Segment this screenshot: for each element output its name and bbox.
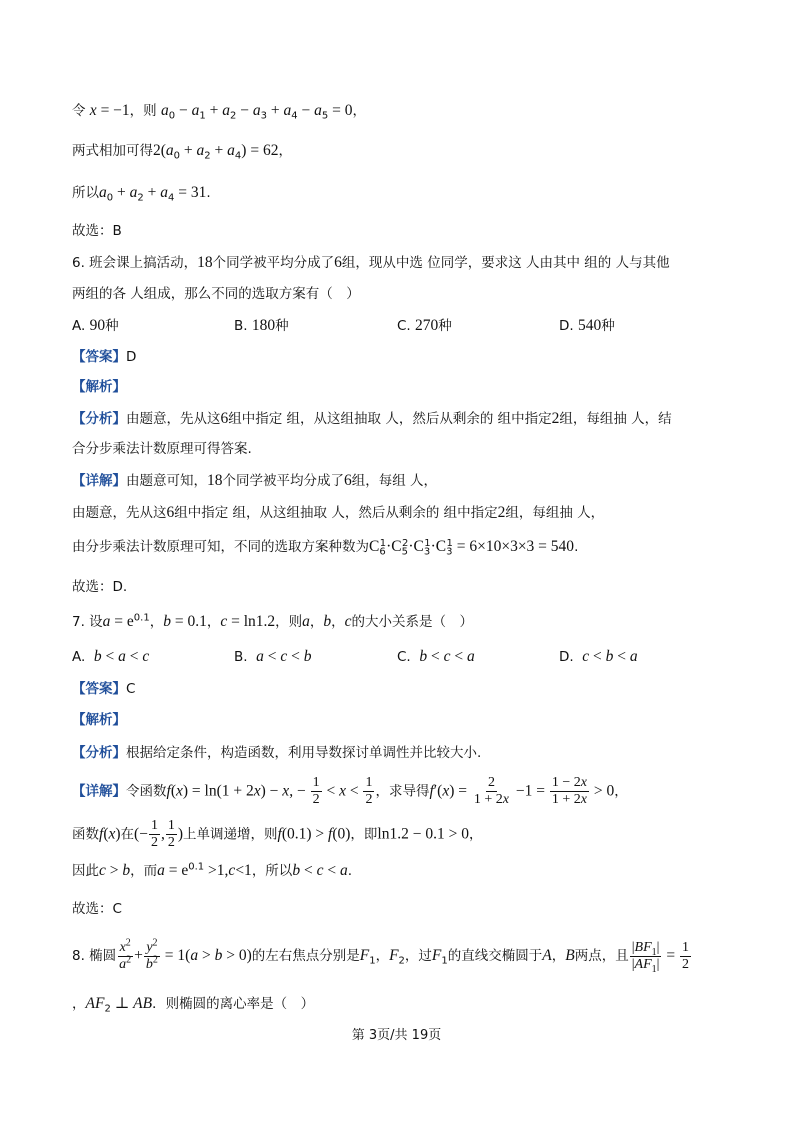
option-b: B. 180种 — [234, 317, 289, 334]
option-a: A. 90种 — [72, 317, 119, 334]
analysis-line: 【分析】根据给定条件，构造函数，利用导数探讨单调性并比较大小. — [72, 745, 482, 761]
text-line: 令 x = −1，则 $a_0 - a_1 + a_2 - a_3 + a_4 - a_5 = 0$， — [72, 102, 366, 122]
math-expression: x — [89, 102, 97, 119]
question-8-stem-cont: ，$AF_2$ ⊥ AB．则椭圆的离心率是（ ） — [72, 995, 315, 1015]
question-8-stem: 8. 椭圆 $\frac{x^2}{a^2}$ + $\frac{y^2}{b^2}$ = 1(a > b > 0)的左右焦点分别是$F_1$，$F_2$，过$F_1$的直线交椭圆于A，B两点，且 $\frac{|BF_1|}{|AF_1|}$ = $\frac{1}{2}$ — [72, 936, 689, 975]
text-span: 个同学被平均分成了 — [212, 255, 335, 271]
text-line: 两式相加可得$2(a_0 + a_2 + a_4) = 62$， — [72, 142, 292, 162]
detail-line: 【详解】令函数f(x) = ln(1 + 2x) − x, − $\frac{1}{2}$ < x < $\frac{1}{2}$ ，求导得f′(x) = $\frac{2}{1 + 2x}$ −1 = $\frac{1 - 2x}{1 + 2x}$ > 0， — [72, 775, 628, 807]
detail-line: 【详解】由题意可知，18个同学被平均分成了6组，每组 人， — [72, 472, 438, 489]
detail-line: 因此c > b，而$a = e^{0.1} >1,c<1$，所以b < c < a. — [72, 861, 352, 879]
answer-choice-line: 故选：B — [72, 223, 122, 239]
answer-choice-line: 故选：C — [72, 901, 122, 917]
text-span: 组，现从中选 位同学，要求这 人由其中 组的 人与其他 — [341, 255, 670, 271]
option-d: D. c < b < a — [559, 648, 638, 665]
option-d: D. 540种 — [559, 317, 615, 334]
analysis-heading: 【解析】 — [72, 712, 126, 728]
analysis-line: 合分步乘法计数原理可得答案. — [72, 441, 252, 457]
text-span: 所以 — [72, 185, 99, 201]
text-span: 两式相加可得 — [72, 143, 153, 159]
option-c: C. b < c < a — [397, 648, 475, 665]
option-c: C. 270种 — [397, 317, 452, 334]
question-7-stem: 7. 设$a = e^{0.1}$，b = 0.1，c = ln1.2，则a，b，c的大小关系是（ ） — [72, 612, 474, 630]
text-span: 令 — [72, 103, 86, 119]
answer-line: 【答案】D — [72, 349, 137, 365]
text-span: 6. 班会课上搞活动， — [72, 255, 198, 271]
answer-line: 【答案】C — [72, 681, 136, 697]
detail-line: 由分步乘法计数原理可知，不同的选取方案种数为$C_6^1\cdot C_5^2\cdot C_3^1\cdot C_3^1 = 6\times 10\times 3\times 3 = 540$. — [72, 537, 579, 558]
detail-line: 由题意，先从这6组中指定 组，从这组抽取 人，然后从剩余的 组中指定2组，每组抽 人， — [72, 504, 605, 521]
question-6-stem-cont: 两组的各 人组成，那么不同的选取方案有（ ） — [72, 286, 360, 302]
question-6-stem: 6. 班会课上搞活动，18个同学被平均分成了6组，现从中选 位同学，要求这 人由其中 组的 人与其他 — [72, 254, 670, 271]
page-footer: 第 3页/共 19页 — [351, 1028, 442, 1043]
detail-line: 函数f(x)在(− $\frac{1}{2}$ , $\frac{1}{2}$ )上单调递增，则f(0.1) > f(0)，即ln1.2 − 0.1 > 0， — [72, 818, 483, 850]
answer-choice-line: 故选：D. — [72, 579, 128, 595]
analysis-heading: 【解析】 — [72, 379, 126, 395]
analysis-line: 【分析】由题意，先从这6组中指定 组，从这组抽取 人，然后从剩余的 组中指定2组，每组抽 人，结 — [72, 410, 672, 427]
option-b: B. a < c < b — [234, 648, 312, 665]
text-line: 所以$a_0 + a_2 + a_4 = 31$. — [72, 184, 211, 204]
text-span: ，则 — [129, 103, 157, 119]
option-a: A. b < a < c — [72, 648, 150, 665]
